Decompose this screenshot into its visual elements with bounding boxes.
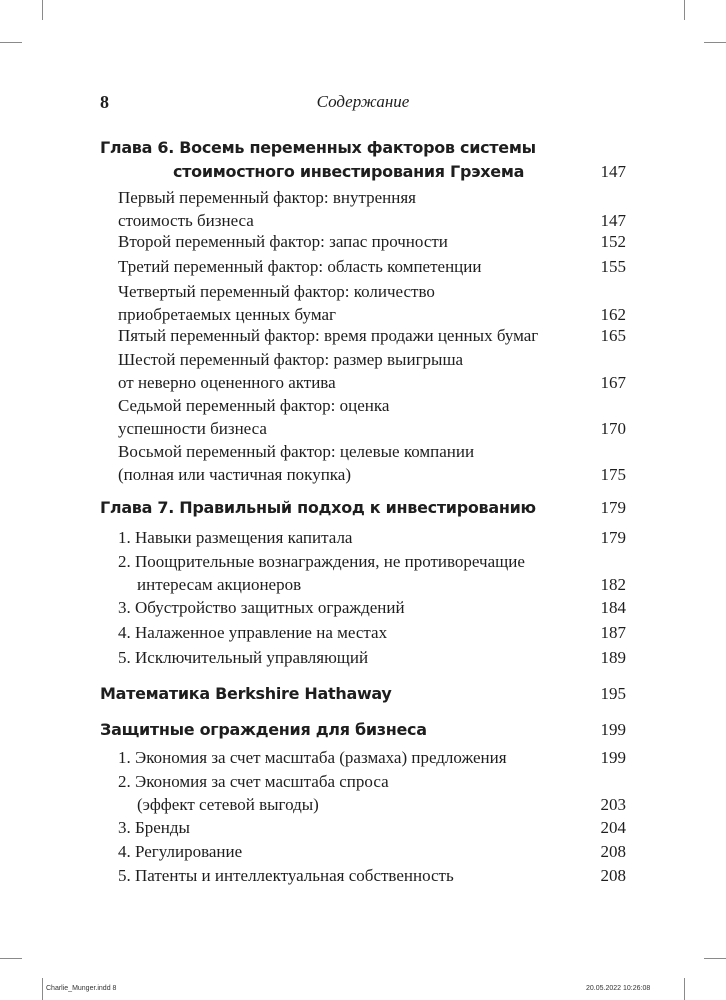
toc-page-number: 147 — [600, 211, 626, 230]
toc-page-number: 162 — [600, 305, 626, 324]
toc-entry-title — [118, 550, 525, 596]
toc-page-number: 199 — [600, 748, 626, 767]
toc-chapter-title-line1: Глава 6. Восемь переменных факторов системы — [100, 138, 536, 157]
print-slug-timestamp: 20.05.2022 10:26:08 — [586, 985, 651, 992]
toc-page-number: 152 — [600, 232, 626, 251]
toc-entry-line2: успешности бизнеса — [118, 419, 267, 438]
toc-entry[interactable] — [118, 255, 626, 278]
toc-page-number: 175 — [600, 465, 626, 484]
toc-section-moats[interactable] — [100, 718, 626, 742]
toc-entry[interactable] — [118, 770, 626, 816]
toc-page-number: 165 — [600, 326, 626, 345]
toc-chapter-6[interactable] — [100, 136, 626, 184]
toc-entry-line2: (полная или частичная покупка) — [118, 465, 352, 484]
toc-entry-title: Второй переменный фактор: запас прочности — [118, 232, 448, 251]
toc-page-number: 199 — [600, 720, 626, 739]
toc-entry-title: 1. Навыки размещения капитала — [118, 528, 353, 547]
toc-page-number: 170 — [600, 419, 626, 438]
crop-mark-top-left — [42, 0, 43, 20]
toc-entry[interactable] — [118, 840, 626, 863]
toc-entry-line2: стоимость бизнеса — [118, 211, 254, 230]
toc-page-number: 155 — [600, 257, 626, 276]
toc-entry-title — [118, 280, 435, 326]
toc-entry-line1: 2. Поощрительные вознаграждения, не противоречащие — [118, 552, 525, 571]
toc-entry-title: 3. Обустройство защитных ограждений — [118, 598, 405, 617]
crop-mark-left-top — [0, 42, 22, 43]
toc-entry[interactable] — [118, 394, 626, 440]
toc-entry[interactable] — [118, 596, 626, 619]
toc-entry-title — [118, 440, 474, 486]
toc-entry-line1: Четвертый переменный фактор: количество — [118, 282, 435, 301]
toc-entry-line2: (эффект сетевой выгоды) — [137, 795, 319, 814]
toc-entry-line1: 2. Экономия за счет масштаба спроса — [118, 772, 389, 791]
toc-page-number: 204 — [600, 818, 626, 837]
toc-entry-title: 5. Патенты и интеллектуальная собственность — [118, 866, 454, 885]
toc-page-number: 187 — [600, 623, 626, 642]
toc-chapter-title — [100, 136, 536, 184]
toc-chapter-7[interactable] — [100, 496, 626, 520]
crop-mark-bottom-right — [684, 978, 685, 1000]
crop-mark-right-bottom — [704, 958, 726, 959]
toc-entry-line1: Седьмой переменный фактор: оценка — [118, 396, 390, 415]
toc-entry[interactable] — [118, 348, 626, 394]
toc-entry[interactable] — [118, 621, 626, 644]
toc-entry-line1: Шестой переменный фактор: размер выигрыша — [118, 350, 464, 369]
toc-chapter-title: Защитные ограждения для бизнеса — [100, 720, 427, 739]
toc-section-math[interactable] — [100, 682, 626, 706]
crop-mark-right-top — [704, 42, 726, 43]
toc-entry-title: Пятый переменный фактор: время продажи ценных бумаг — [118, 326, 539, 345]
toc-page-number: 203 — [600, 795, 626, 814]
toc-entry[interactable] — [118, 746, 626, 769]
page-number: 8 — [100, 92, 109, 112]
toc-entry[interactable] — [118, 526, 626, 549]
toc-page-number: 208 — [600, 842, 626, 861]
toc-page-number: 195 — [600, 684, 626, 703]
toc-entry[interactable] — [118, 864, 626, 887]
toc-entry-line2: приобретаемых ценных бумаг — [118, 305, 336, 324]
toc-entry-line2: интересам акционеров — [137, 575, 302, 594]
toc-entry-title — [118, 394, 389, 440]
toc-entry[interactable] — [118, 230, 626, 253]
toc-page-number: 179 — [600, 528, 626, 547]
toc-entry-line2: от неверно оцененного актива — [118, 373, 336, 392]
toc-entry-title — [118, 348, 463, 394]
toc-page-number: 147 — [600, 162, 626, 181]
toc-chapter-title-line2: стоимостного инвестирования Грэхема — [173, 162, 525, 181]
toc-entry[interactable] — [118, 280, 626, 326]
toc-entry[interactable] — [118, 324, 626, 347]
print-slug-file: Charlie_Munger.indd 8 — [46, 985, 117, 992]
toc-page-number: 208 — [600, 866, 626, 885]
toc-entry[interactable] — [118, 550, 626, 596]
toc-page-number: 167 — [600, 373, 626, 392]
toc-entry-title: 4. Регулирование — [118, 842, 243, 861]
crop-mark-top-right — [684, 0, 685, 20]
toc-page-number: 184 — [600, 598, 626, 617]
toc-chapter-title: Глава 7. Правильный подход к инвестированию — [100, 498, 536, 517]
toc-entry[interactable] — [118, 186, 626, 232]
toc-page-number: 179 — [600, 498, 626, 517]
toc-page-number: 189 — [600, 648, 626, 667]
toc-entry-title: 3. Бренды — [118, 818, 190, 837]
toc-entry[interactable] — [118, 646, 626, 669]
toc-entry-title: 4. Налаженное управление на местах — [118, 623, 388, 642]
toc-page-number: 182 — [600, 575, 626, 594]
toc-entry-title: 1. Экономия за счет масштаба (размаха) предложения — [118, 748, 507, 767]
toc-entry[interactable] — [118, 440, 626, 486]
toc-entry-title — [118, 186, 416, 232]
crop-mark-bottom-left — [42, 978, 43, 1000]
toc-entry-title: 5. Исключительный управляющий — [118, 648, 369, 667]
toc-entry-line1: Первый переменный фактор: внутренняя — [118, 188, 416, 207]
toc-entry-line1: Восьмой переменный фактор: целевые компании — [118, 442, 475, 461]
toc-entry[interactable] — [118, 816, 626, 839]
toc-entry-title: Третий переменный фактор: область компетенции — [118, 257, 482, 276]
toc-entry-title — [118, 770, 389, 816]
crop-mark-left-bottom — [0, 958, 22, 959]
toc-chapter-title: Математика Berkshire Hathaway — [100, 684, 392, 703]
running-title: Содержание — [316, 92, 410, 111]
